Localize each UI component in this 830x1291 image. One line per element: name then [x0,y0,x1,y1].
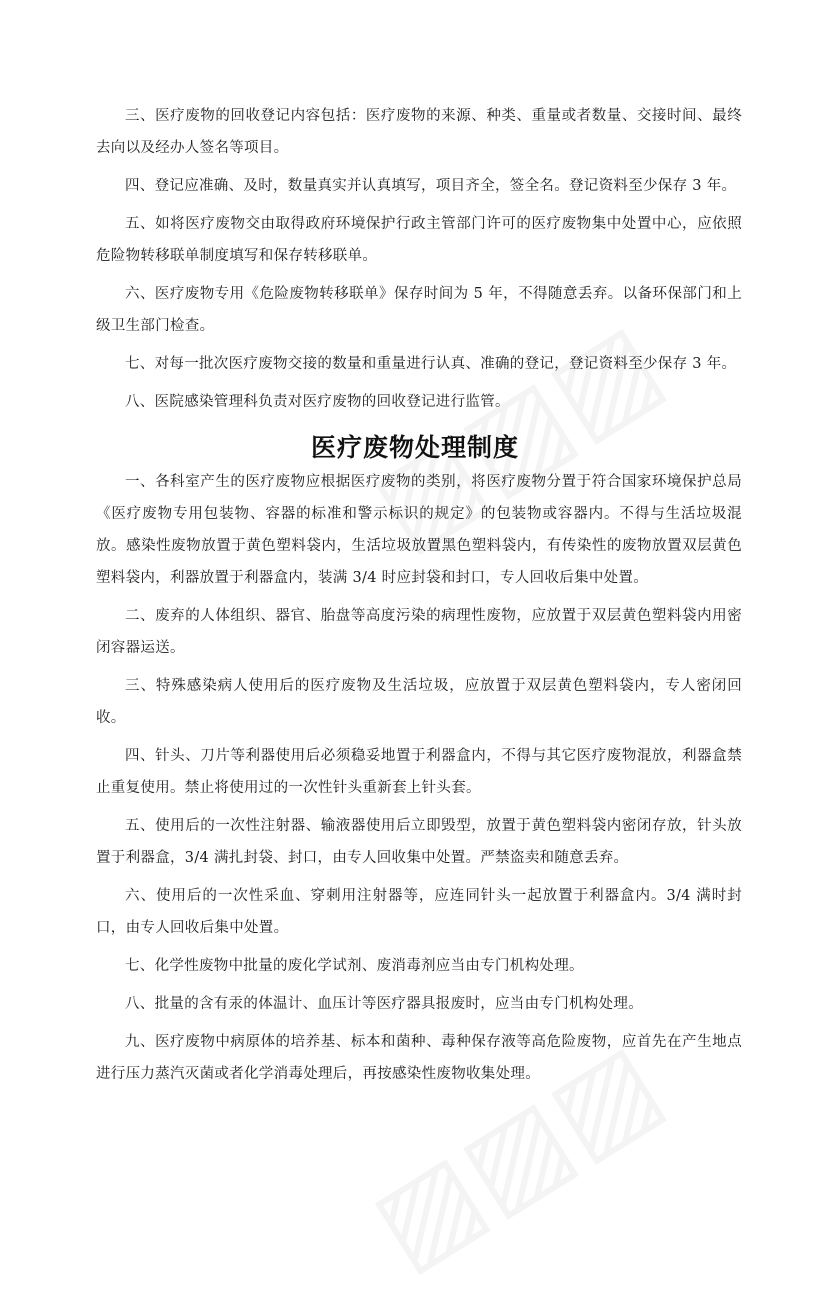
disposal-section [96,466,742,1096]
paragraph: 八、批量的含有汞的体温计、血压计等医疗器具报废时，应当由专门机构处理。 [125,996,643,1012]
paragraph: 一、各科室产生的医疗废物应根据医疗废物的类别，将医疗废物分置于符合国家环境保护总局《医疗废物专用包装物、容器的标准和警示标识的规定》的包装物或容器内。不得与生活垃圾混放。感染性废物放置于黄色塑料袋内，生活垃圾放置黑色塑料袋内，有传染性的废物放置双层黄色塑料袋内，利器放置于利器盒内，装满 3/4 时应封袋和封口，专人回收后集中处置。 [96,474,742,586]
paragraph: 二、废弃的人体组织、器官、胎盘等高度污染的病理性废物，应放置于双层黄色塑料袋内用密闭容器运送。 [96,608,742,656]
paragraph: 四、登记应准确、及时，数量真实并认真填写，项目齐全，签全名。登记资料至少保存 3 年。 [125,178,737,194]
paragraph: 七、化学性废物中批量的废化学试剂、废消毒剂应当由专门机构处理。 [125,958,584,974]
paragraph: 六、使用后的一次性采血、穿刺用注射器等，应连同针头一起放置于利器盒内。3/4 满时封口，由专人回收后集中处置。 [96,888,742,936]
paragraph: 四、针头、刀片等利器使用后必须稳妥地置于利器盒内，不得与其它医疗废物混放，利器盒禁止重复使用。禁止将使用过的一次性针头重新套上针头套。 [96,748,742,796]
paragraph: 三、特殊感染病人使用后的医疗废物及生活垃圾，应放置于双层黄色塑料袋内，专人密闭回收。 [96,678,742,726]
paragraph: 七、对每一批次医疗废物交接的数量和重量进行认真、准确的登记，登记资料至少保存 3 年。 [125,356,737,372]
paragraph: 五、使用后的一次性注射器、输液器使用后立即毁型，放置于黄色塑料袋内密闭存放，针头放置于利器盒，3/4 满扎封袋、封口，由专人回收集中处置。严禁盗卖和随意丢弃。 [96,818,742,866]
section-title: 医疗废物处理制度 [310,433,519,462]
paragraph: 五、如将医疗废物交由取得政府环境保护行政主管部门许可的医疗废物集中处置中心，应依照危险物转移联单制度填写和保存转移联单。 [96,216,742,264]
paragraph: 八、医院感染管理科负责对医疗废物的回收登记进行监管。 [125,394,510,410]
registration-section [96,100,742,424]
paragraph: 九、医疗废物中病原体的培养基、标本和菌种、毒种保存液等高危险废物，应首先在产生地点进行压力蒸汽灭菌或者化学消毒处理后，再按感染性废物收集处理。 [96,1034,742,1082]
paragraph: 三、医疗废物的回收登记内容包括：医疗废物的来源、种类、重量或者数量、交接时间、最终去向以及经办人签名等项目。 [96,108,742,156]
paragraph: 六、医疗废物专用《危险废物转移联单》保存时间为 5 年，不得随意丢弃。以备环保部门和上级卫生部门检查。 [96,286,742,334]
